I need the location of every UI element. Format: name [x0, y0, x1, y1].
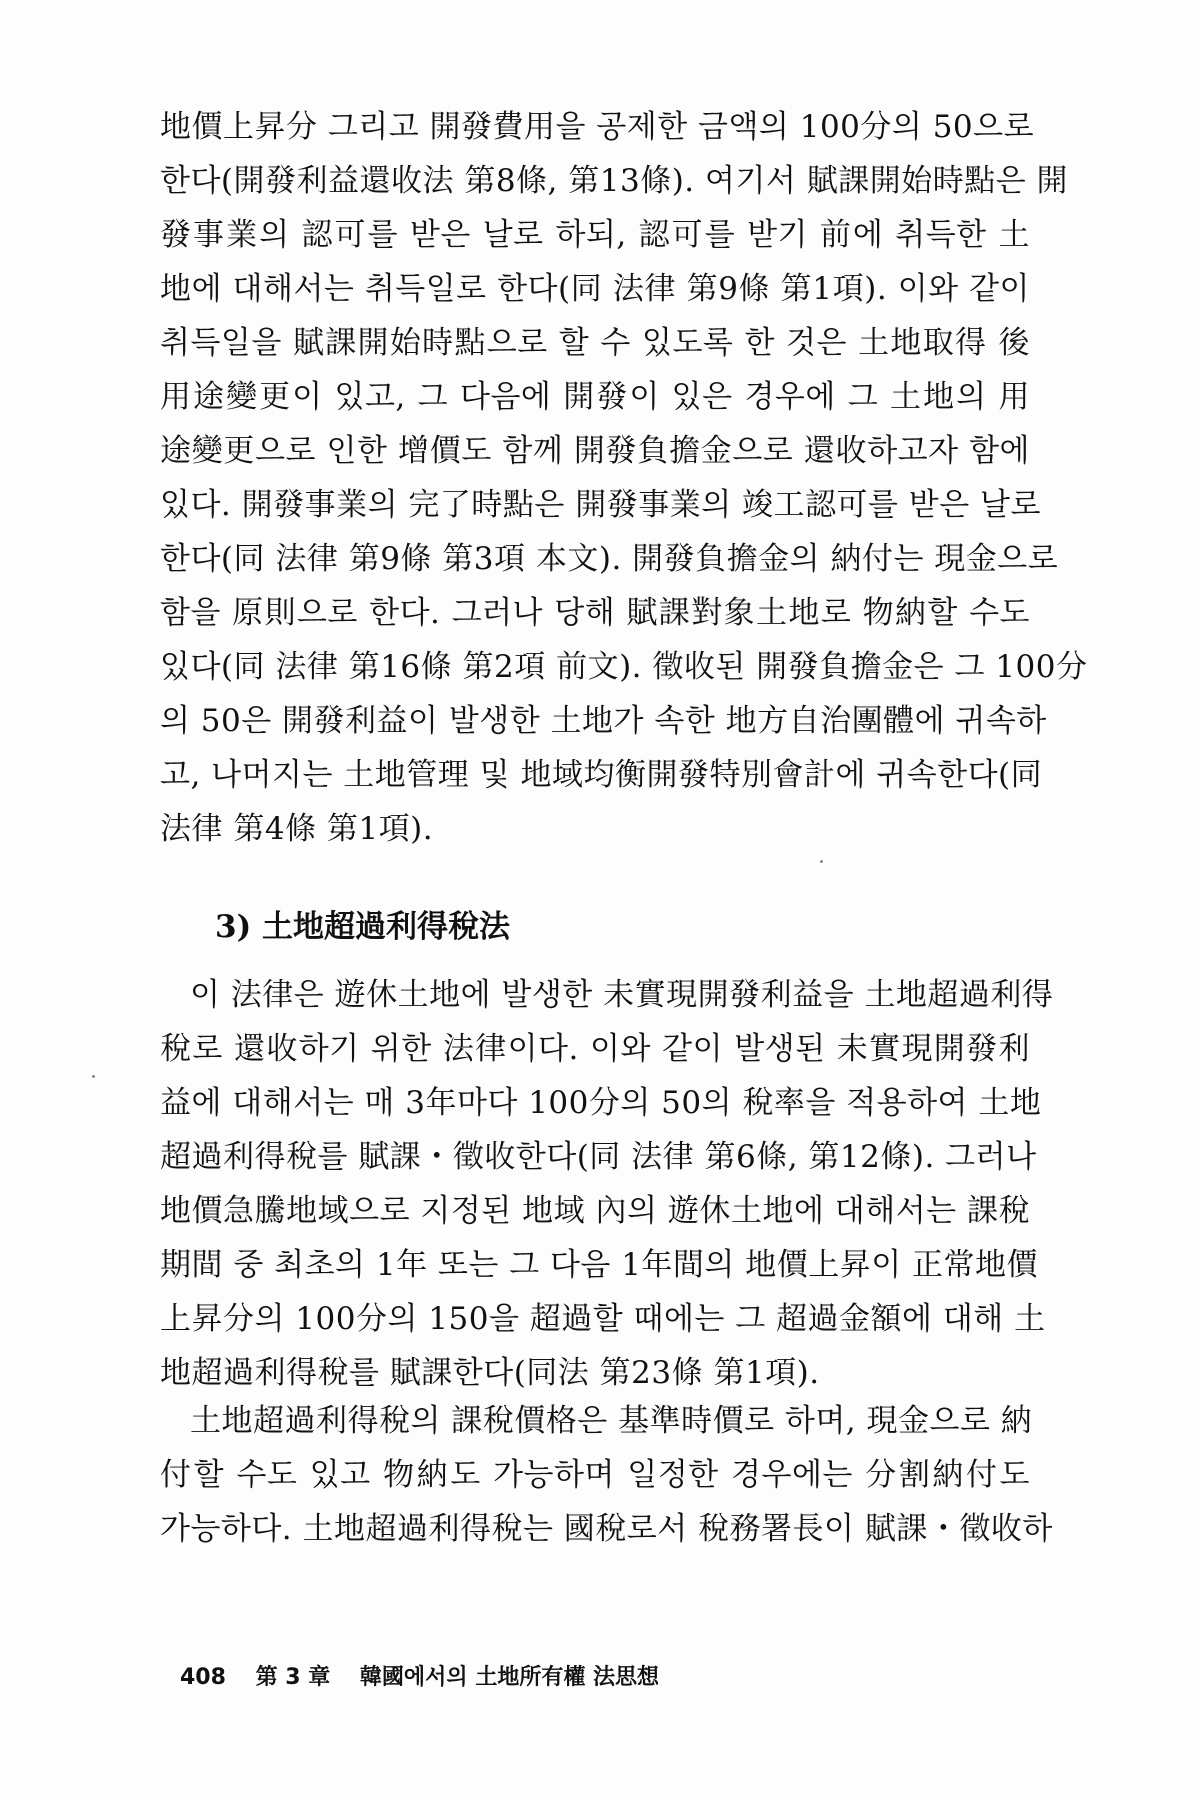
text-line: 地價上昇分 그리고 開發費用을 공제한 금액의 100分의 50으로	[160, 109, 1035, 145]
paragraph-land-excess-profit-tax	[160, 968, 1054, 1400]
text-line: 한다(同 法律 第9條 第3項 本文). 開發負擔金의 納付는 現金으로	[160, 541, 1059, 577]
text-line: 土地超過利得稅의 課稅價格은 基準時價로 하며, 現金으로 納	[190, 1403, 1033, 1439]
text-line: 上昇分의 100分의 150을 超過할 때에는 그 超過金額에 대해 土	[160, 1301, 1046, 1337]
text-line: 付할 수도 있고 物納도 가능하며 일정한 경우에는 分割納付도	[160, 1457, 1030, 1493]
text-line: 法律 第4條 第1項).	[160, 811, 434, 847]
text-line: 의 50은 開發利益이 발생한 土地가 속한 地方自治團體에 귀속하	[160, 703, 1047, 739]
text-line: 한다(開發利益還收法 第8條, 第13條). 여기서 賦課開始時點은 開	[160, 163, 1069, 199]
text-line: 함을 原則으로 한다. 그러나 당해 賦課對象土地로 物納할 수도	[160, 595, 1030, 631]
text-line: 途變更으로 인한 增價도 함께 開發負擔金으로 還收하고자 함에	[160, 433, 1030, 469]
page-number: 408	[180, 1665, 226, 1690]
text-line: 稅로 還收하기 위한 法律이다. 이와 같이 발생된 未實現開發利	[160, 1031, 1030, 1067]
text-line: 超過利得稅를 賦課・徵收한다(同 法律 第6條, 第12條). 그러나	[160, 1139, 1037, 1175]
paragraph-tax-base	[160, 1394, 1053, 1556]
text-line: 취득일을 賦課開始時點으로 할 수 있도록 한 것은 土地取得 後	[160, 325, 1030, 361]
text-line: 있다(同 法律 第16條 第2項 前文). 徵收된 開發負擔金은 그 100分	[160, 649, 1088, 685]
text-line: 地價急騰地域으로 지정된 地域 內의 遊休土地에 대해서는 課稅	[160, 1193, 1030, 1229]
text-line: 地超過利得稅를 賦課한다(同法 第23條 第1項).	[160, 1355, 820, 1391]
text-line: 고, 나머지는 土地管理 및 地域均衡開發特別會計에 귀속한다(同	[160, 757, 1043, 793]
page-footer	[180, 1660, 681, 1691]
text-line: 가능하다. 土地超過利得稅는 國稅로서 稅務署長이 賦課・徵收하	[160, 1511, 1053, 1547]
chapter-label: 第 3 章	[255, 1665, 331, 1690]
chapter-title: 韓國에서의 土地所有權 法思想	[359, 1665, 659, 1690]
paper-speck	[92, 1075, 95, 1078]
section-heading: 3) 土地超過利得稅法	[215, 909, 511, 945]
paper-speck	[820, 860, 823, 863]
text-line: 益에 대해서는 매 3年마다 100分의 50의 稅率을 적용하여 土地	[160, 1085, 1042, 1121]
paragraph-development-charge	[160, 100, 1088, 856]
text-line: 있다. 開發事業의 完了時點은 開發事業의 竣工認可를 받은 날로	[160, 487, 1041, 523]
text-line: 發事業의 認可를 받은 날로 하되, 認可를 받기 前에 취득한 土	[160, 217, 1030, 253]
text-line: 期間 중 최초의 1年 또는 그 다음 1年間의 地價上昇이 正常地價	[160, 1247, 1039, 1283]
text-line: 이 法律은 遊休土地에 발생한 未實現開發利益을 土地超過利得	[190, 977, 1054, 1013]
text-line: 地에 대해서는 취득일로 한다(同 法律 第9條 第1項). 이와 같이	[160, 271, 1030, 307]
text-line: 用途變更이 있고, 그 다음에 開發이 있은 경우에 그 土地의 用	[160, 379, 1030, 415]
